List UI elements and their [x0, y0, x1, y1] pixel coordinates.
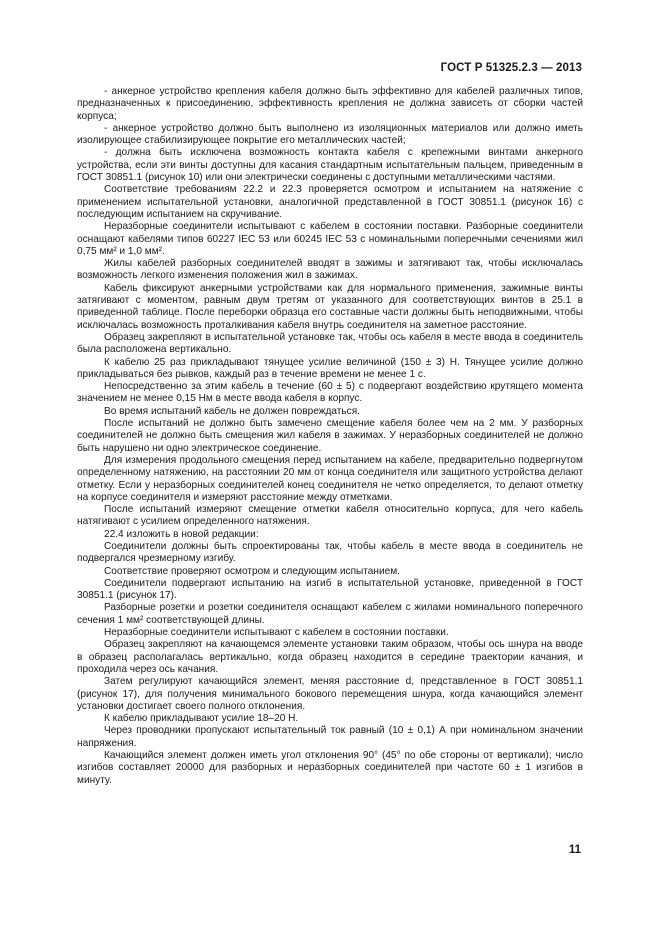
paragraph: Во время испытаний кабель не должен повреждаться.: [104, 405, 360, 417]
paragraph: Для измерения продольного смещения перед испытанием на кабеле, предварительно подвергнутом определенному натяжению, на расстоянии 20 мм от конца соединителя или защитного устройства делают отметку. Если у неразборных соединителей конец соединителя не четко определяется, то делают отметку на корпусе соединителя и измеряют расстояние между отметками.: [77, 454, 583, 503]
paragraph: Затем регулируют качающийся элемент, меняя расстояние d, представленное в ГОСТ 30851.1 (рисунок 17), для получения минимального бокового перемещения шнура, когда качающийся элемент установки достигает своего полного отклонения.: [77, 676, 583, 712]
paragraph: К кабелю 25 раз прикладывают тянущее усилие величиной (150 ± 3) Н. Тянущее усилие должно прикладываться без рывков, каждый раз в течение времени не менее 1 с.: [77, 356, 583, 380]
paragraph: - анкерное устройство крепления кабеля должно быть эффективно для кабелей различных типов, предназначенных к присоединению, эффективность крепления не должна зависеть от сборки частей корпуса;: [77, 86, 583, 122]
paragraph: Кабель фиксируют анкерными устройствами как для нормального применения, зажимные винты затягивают с моментом, равным двум третям от указанного для соответствующих винтов в 25.1 в приведенной таблице. После переборки образца его составные части должны быть неподвижными, чтобы исключалась возможность проталкивания кабеля внутрь соединителя на заметное расстояние.: [77, 282, 583, 331]
paragraph: Качающийся элемент должен иметь угол отклонения 90° (45° по обе стороны от вертикали); число изгибов составляет 20000 для разборных и неразборных соединителей при частоте 60 ± 1 изгибов в минуту.: [77, 750, 583, 786]
paragraph: Соответствие проверяют осмотром и следующим испытанием.: [104, 565, 400, 577]
paragraph: После испытаний не должно быть замечено смещение кабеля более чем на 2 мм. У разборных соединителей не должно быть смещения жил кабеля в зажимах. У неразборных соединителей не должно быть нарушено ни одно электрическое соединение.: [77, 418, 583, 454]
paragraph: После испытаний измеряют смещение отметки кабеля относительно корпуса, для чего кабель натягивают с усилием определенного натяжения.: [77, 504, 583, 528]
paragraph: Неразборные соединители испытывают с кабелем в состоянии поставки.: [104, 627, 449, 639]
document-body: [77, 86, 583, 787]
paragraph: - должна быть исключена возможность контакта кабеля с крепежными винтами анкерного устройства, если эти винты доступны для касания стандартным испытательным пальцем, приведенным в ГОСТ 30851.1 (рисунок 10) или они электрически соединены с доступными металлическими частями.: [77, 147, 583, 184]
page-number: 11: [568, 844, 581, 856]
paragraph: Непосредственно за этим кабель в течение (60 ± 5) с подвергают воздействию крутящего момента значением не менее 0,15 Нм в месте ввода кабеля в корпус.: [77, 381, 583, 405]
paragraph: Образец закрепляют в испытательной установке так, чтобы ось кабеля в месте ввода в соединитель была расположена вертикально.: [77, 331, 583, 356]
paragraph: Неразборные соединители испытывают с кабелем в состоянии поставки. Разборные соединители оснащают кабелями типов 60227 IEC 53 или 60245 IEC 53 с номинальными поперечными сечениями жил 0,75 мм² и 1,0 мм².: [77, 221, 583, 257]
paragraph: Соединители должны быть спроектированы так, чтобы кабель в месте ввода в соединитель не подвергался чрезмерному изгибу.: [77, 540, 583, 565]
paragraph: Разборные розетки и розетки соединителя оснащают кабелем с жилами номинального поперечного сечения 1 мм² соответствующей длины.: [77, 602, 583, 626]
paragraph: К кабелю прикладывают усилие 18–20 Н.: [104, 713, 299, 725]
paragraph: Соединители подвергают испытанию на изгиб в испытательной установке, приведенной в ГОСТ 30851.1 (рисунок 17).: [77, 577, 583, 602]
paragraph: Соответствие требованиям 22.2 и 22.3 проверяется осмотром и испытанием на натяжение с применением испытательной установки, аналогичной представленной в ГОСТ 30851.1 (рисунок 16) с последующим испытанием на скручивание.: [77, 184, 583, 220]
paragraph: - анкерное устройство должно быть выполнено из изоляционных материалов или должно иметь изолирующее стабилизирующее покрытие его металлических частей;: [77, 122, 583, 147]
paragraph: Через проводники пропускают испытательный ток равный (10 ± 0,1) А при номинальном значении напряжения.: [77, 725, 583, 749]
standard-code-header: ГОСТ Р 51325.2.3 — 2013: [440, 62, 582, 74]
paragraph: Жилы кабелей разборных соединителей вводят в зажимы и затягивают так, чтобы исключалась возможность легкого изменения положения жил в зажимах.: [77, 258, 583, 282]
paragraph: Образец закрепляют на качающемся элементе установки таким образом, чтобы ось шнура на вводе в образец располагалась вертикально, когда образец находится в середине траектории качания, и проходила через ось качания.: [77, 639, 583, 675]
paragraph: 22.4 изложить в новой редакции:: [104, 528, 259, 540]
